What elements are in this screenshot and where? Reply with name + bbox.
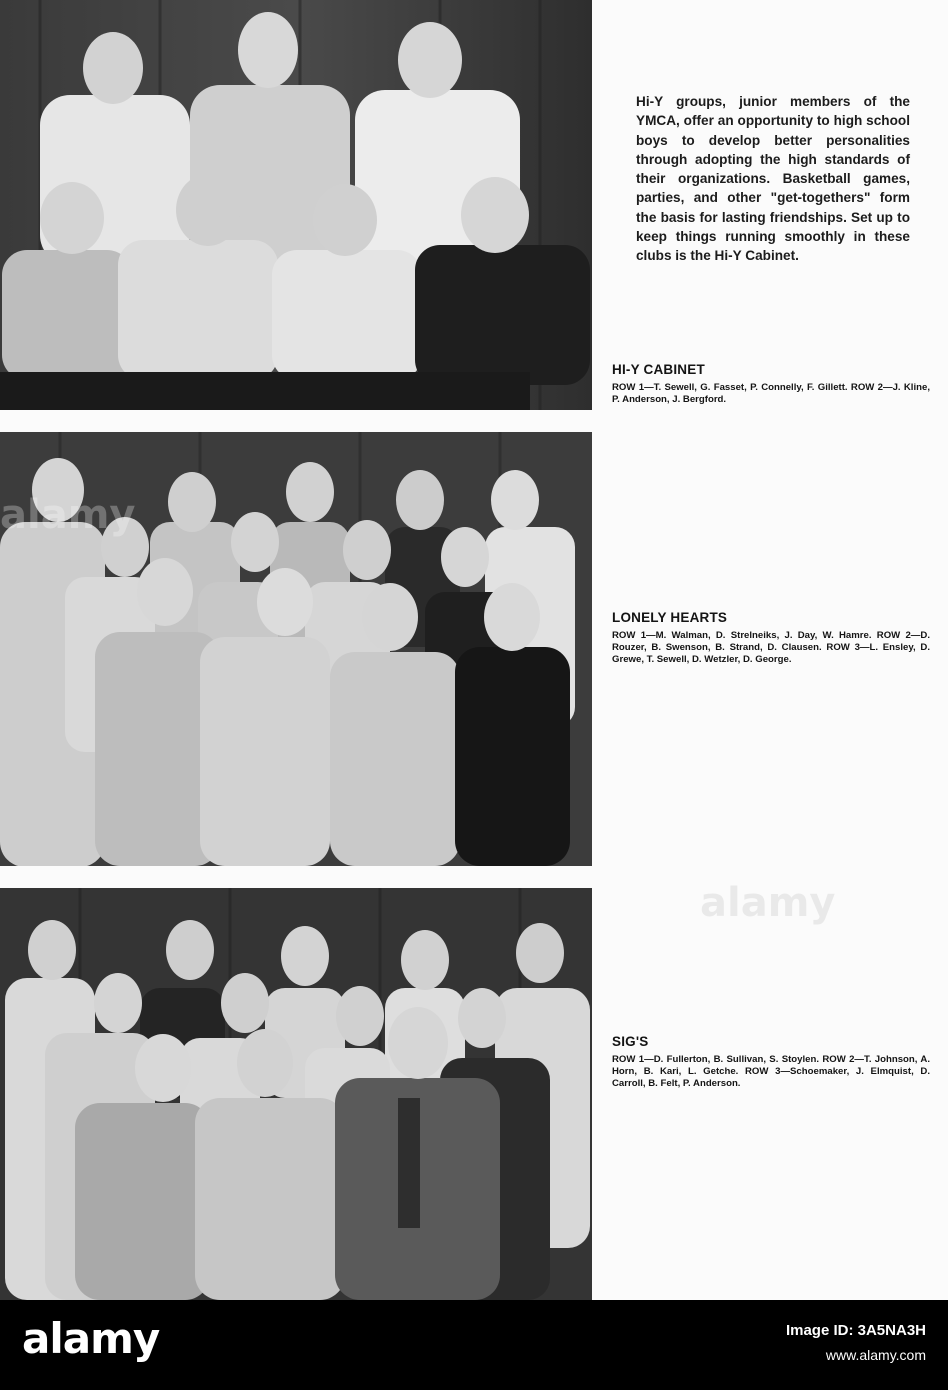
group-members: ROW 1—D. Fullerton, B. Sullivan, S. Stoylen. ROW 2—T. Johnson, A. Horn, B. Kari, L. Getche. ROW 3—Schoemaker, J. Elmquist, D. Carroll, B. Felt, P. Anderson. [612,1054,930,1089]
stock-footer-bar [0,1300,948,1390]
image-id: Image ID: 3A5NA3H [785,1322,926,1339]
alamy-logo: alamy [22,1314,160,1363]
caption-lonely-hearts [612,610,930,666]
photo-hi-y-cabinet [0,0,592,410]
image-meta [786,1318,926,1368]
watermark: alamy [0,492,136,538]
watermark: alamy [700,880,836,926]
group-title: HI-Y CABINET [612,362,705,377]
caption-sigs [612,1034,930,1090]
group-title: SIG'S [612,1034,649,1049]
photo-lonely-hearts [0,432,592,866]
intro-paragraph: Hi-Y groups, junior members of the YMCA, offer an opportunity to high school boys to develop better personalities through adopting the high standards of their organizations. Basketball games, parties, and other "get-togethers" form the basis for lasting friendships. Set up to keep things running smoothly in these clubs is the Hi-Y Cabinet. [636,94,910,264]
caption-hi-y-cabinet [612,362,930,406]
photo-sigs [0,888,592,1300]
site-url: www.alamy.com [825,1347,926,1363]
group-title: LONELY HEARTS [612,610,728,625]
group-members: ROW 1—T. Sewell, G. Fasset, P. Connelly, F. Gillett. ROW 2—J. Kline, P. Anderson, J. Bergford. [612,382,930,405]
group-members: ROW 1—M. Walman, D. Strelneiks, J. Day, W. Hamre. ROW 2—D. Rouzer, B. Swenson, B. Strand, D. Clausen. ROW 3—L. Ensley, D. Grewe, T. Sewell, D. Wetzler, D. George. [612,630,930,665]
